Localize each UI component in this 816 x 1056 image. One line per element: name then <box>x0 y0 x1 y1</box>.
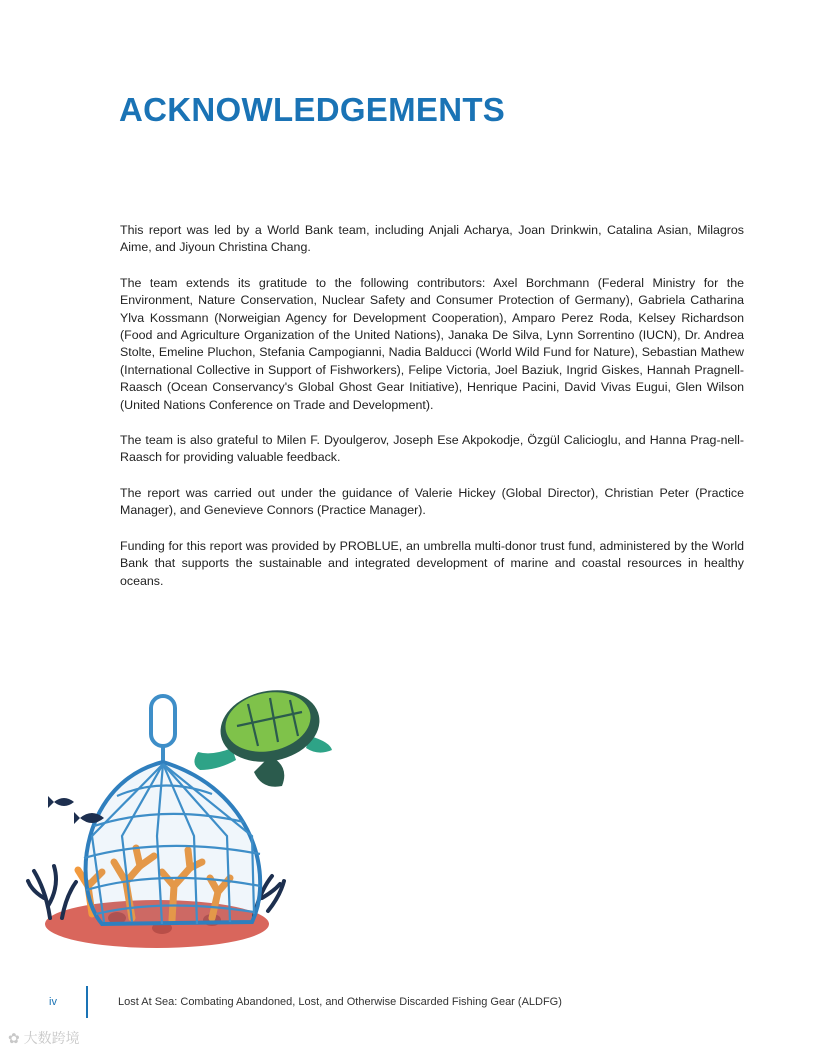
fish-icon <box>48 796 104 824</box>
footer-divider <box>86 986 88 1018</box>
report-title: Lost At Sea: Combating Abandoned, Lost, and Otherwise Discarded Fishing Gear (ALDFG) <box>118 996 562 1008</box>
paragraph-contributors: The team extends its gratitude to the following contributors: Axel Borchmann (Federal Ministry for the Environment, Nature Conservation, Nuclear Safety and Consumer Protection of Germany), Gabriela Catharina Ylva Kossmann (Norweigian Agency for Development Cooperation), Amparo Perez Roda, Kelsey Richardson (Food and Agriculture Organization of the United Nations), Janaka De Silva, Lynn Sorrentino (IUCN), Dr. Andrea Stolte, Emeline Pluchon, Stefania Campogianni, Nadia Balducci (World Wild Fund for Nature), Sebastian Mathew (International Collective in Support of Fishworkers), Felipe Victoria, Joel Baziuk, Ingrid Giskes, Hannah Pragnell-Raasch (Ocean Conservancy's Global Ghost Gear Initiative), Henrique Pacini, David Vivas Eugui, Glen Wilson (United Nations Conference on Trade and Development). <box>120 275 744 412</box>
page-footer <box>0 986 816 1020</box>
page-title: ACKNOWLEDGEMENTS <box>119 91 506 128</box>
paragraph-feedback: The team is also grateful to Milen F. Dyoulgerov, Joseph Ese Akpokodje, Özgül Calicioglu, and Hanna Prag-nell-Raasch for providing valuable feedback. <box>120 433 744 465</box>
paragraph-guidance: The report was carried out under the guidance of Valerie Hickey (Global Director), Christian Peter (Practice Manager), and Genevieve Connors (Practice Manager). <box>120 485 744 518</box>
paragraph-funding: Funding for this report was provided by PROBLUE, an umbrella multi-donor trust fund, administered by the World Bank that supports the sustainable and integrated development of marine and coastal resources in healthy oceans. <box>120 538 744 588</box>
watermark-text: 大数跨境 <box>23 1030 80 1046</box>
ocean-illustration <box>22 686 342 956</box>
acknowledgements-body <box>120 222 744 608</box>
sea-turtle-icon <box>194 686 332 787</box>
page-number: iv <box>49 996 57 1008</box>
watermark-logo <box>8 1028 80 1048</box>
watermark-icon: ✿ <box>8 1030 20 1046</box>
paragraph-team: This report was led by a World Bank team, including Anjali Acharya, Joan Drinkwin, Catalina Asian, Milagros Aime, and Jiyoun Christina Chang. <box>120 223 744 255</box>
